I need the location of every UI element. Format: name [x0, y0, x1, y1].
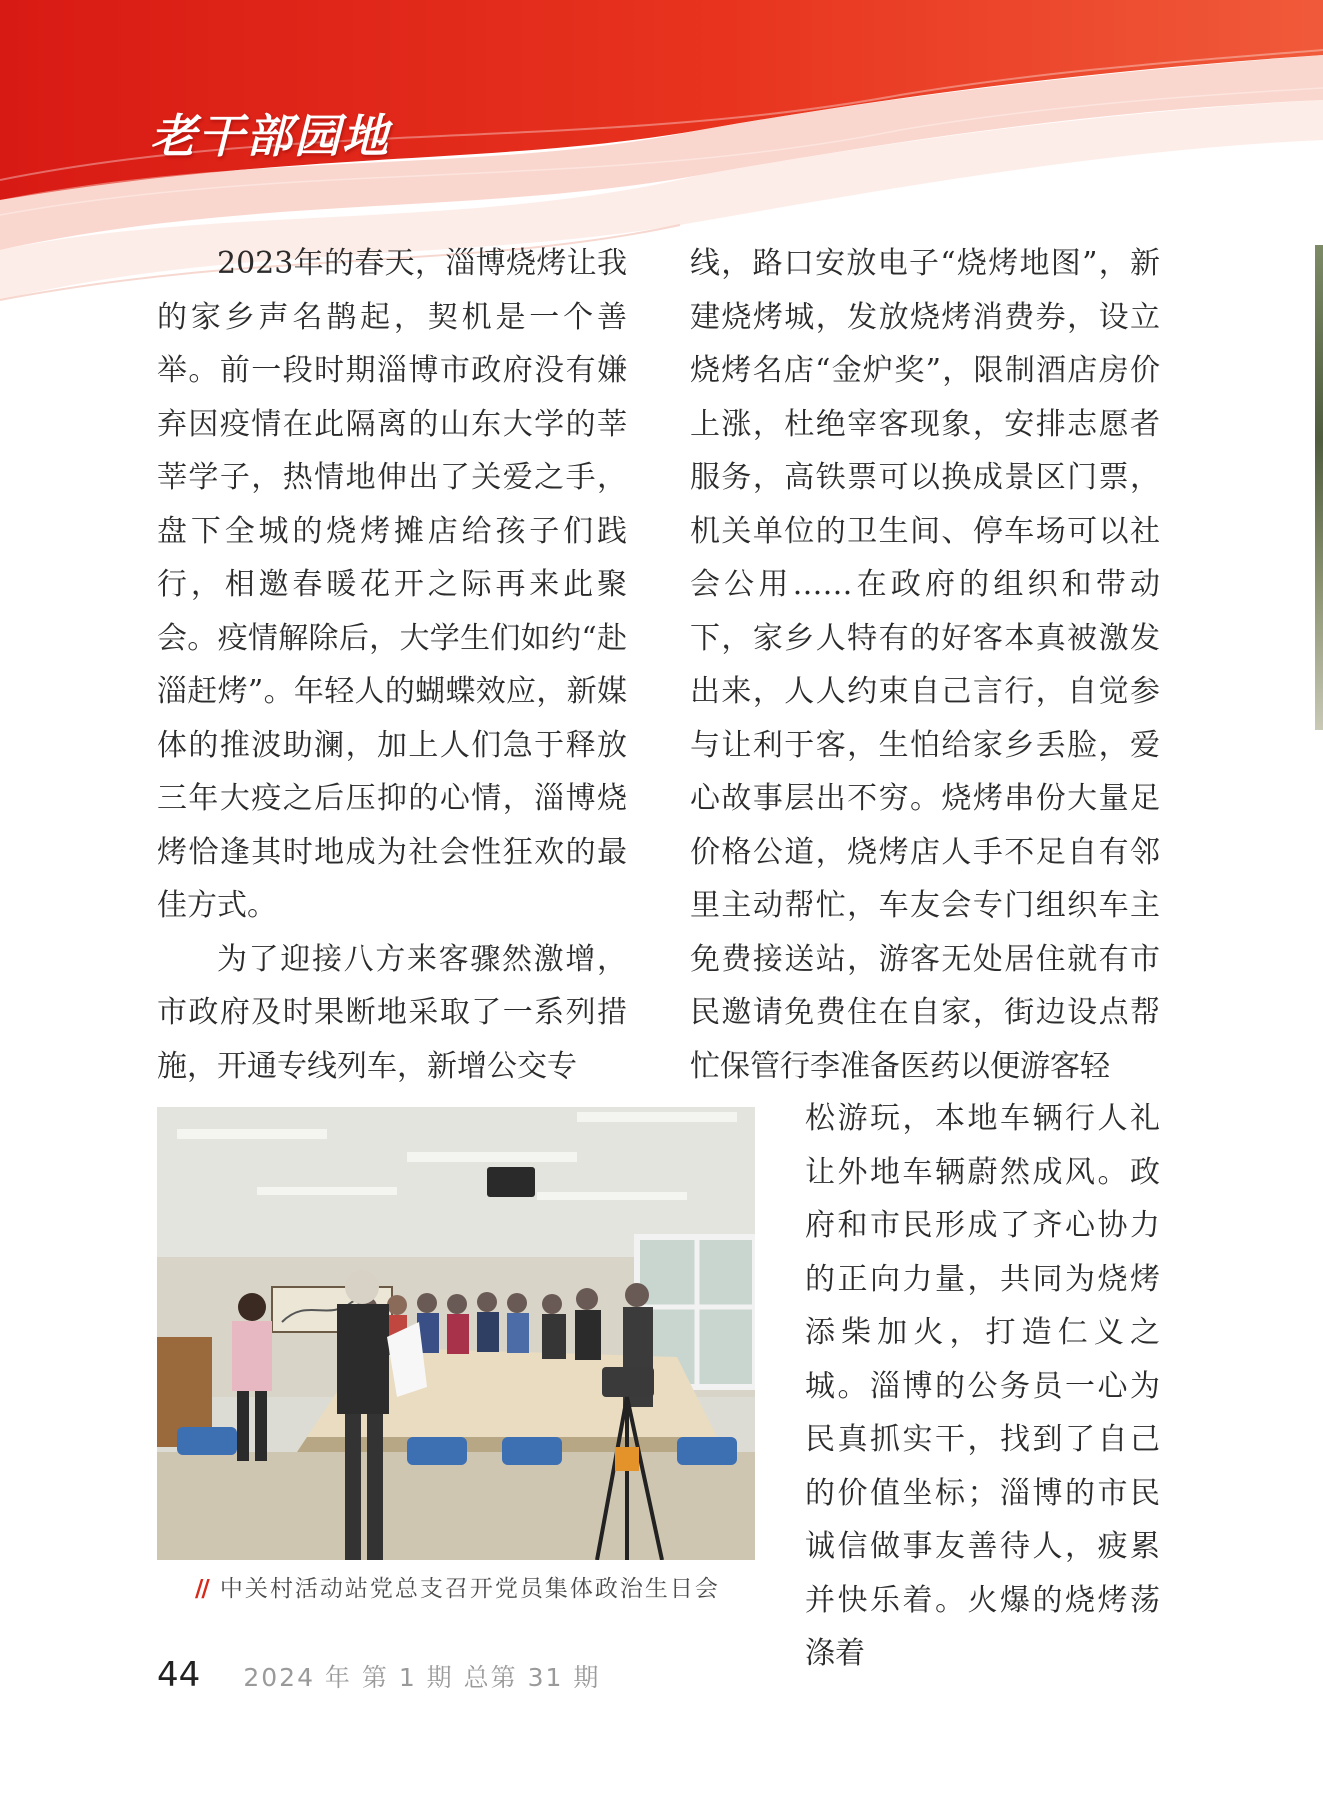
- photo-caption: [195, 1570, 760, 1603]
- paragraph-1: 2023年的春天，淄博烧烤让我的家乡声名鹊起，契机是一个善举。前一段时期淄博市政府没有嫌弃因疫情在此隔离的山东大学的莘莘学子，热情地伸出了关爱之手，盘下全城的烧烤摊店给孩子们践行，相邀春暖花开之际再来此聚会。疫情解除后，大学生们如约“赴淄赶烤”。年轻人的蝴蝶效应，新媒体的推波助澜，加上人们急于释放三年大疫之后压抑的心情，淄博烧烤恰逢其时地成为社会性狂欢的最佳方式。: [157, 246, 627, 923]
- section-title: 老干部园地: [150, 109, 390, 163]
- meeting-photo: [157, 1107, 755, 1560]
- page-footer: [157, 1655, 600, 1695]
- article-right-column-top: [690, 237, 1160, 1093]
- page-number: 44: [157, 1655, 201, 1695]
- article-left-column: [157, 237, 627, 1093]
- paragraph-2-continued-bottom: 松游玩，本地车辆行人礼让外地车辆蔚然成风。政府和市民形成了齐心协力的正向力量，共同为烧烤添柴加火，打造仁义之城。淄博的公务员一心为民真抓实干，找到了自己的价值坐标；淄博的市民诚信做事友善待人，疲累并快乐着。火爆的烧烤荡涤着: [805, 1101, 1160, 1671]
- paragraph-2-continued: 线，路口安放电子“烧烤地图”，新建烧烤城，发放烧烤消费券，设立烧烤名店“金炉奖”，限制酒店房价上涨，杜绝宰客现象，安排志愿者服务，高铁票可以换成景区门票，机关单位的卫生间、停车场可以社会公用……在政府的组织和带动下，家乡人特有的好客本真被激发出来，人人约束自己言行，自觉参与让利于客，生怕给家乡丢脸，爱心故事层出不穷。烧烤串份大量足价格公道，烧烤店人手不足自有邻里主动帮忙，车友会专门组织车主免费接送站，游客无处居住就有市民邀请免费住在自家，街边设点帮忙保管行李准备医药以便游客轻: [690, 246, 1160, 1084]
- caption-text: 中关村活动站党总支召开党员集体政治生日会: [219, 1576, 720, 1602]
- paragraph-2: 为了迎接八方来客骤然激增，市政府及时果断地采取了一系列措施，开通专线列车，新增公交专: [157, 941, 627, 1084]
- issue-info: 2024 年 第 1 期 总第 31 期: [243, 1663, 601, 1692]
- caption-marker-icon: //: [195, 1575, 208, 1602]
- article-right-column-bottom: [805, 1092, 1160, 1681]
- adjacent-page-edge: [1315, 245, 1323, 730]
